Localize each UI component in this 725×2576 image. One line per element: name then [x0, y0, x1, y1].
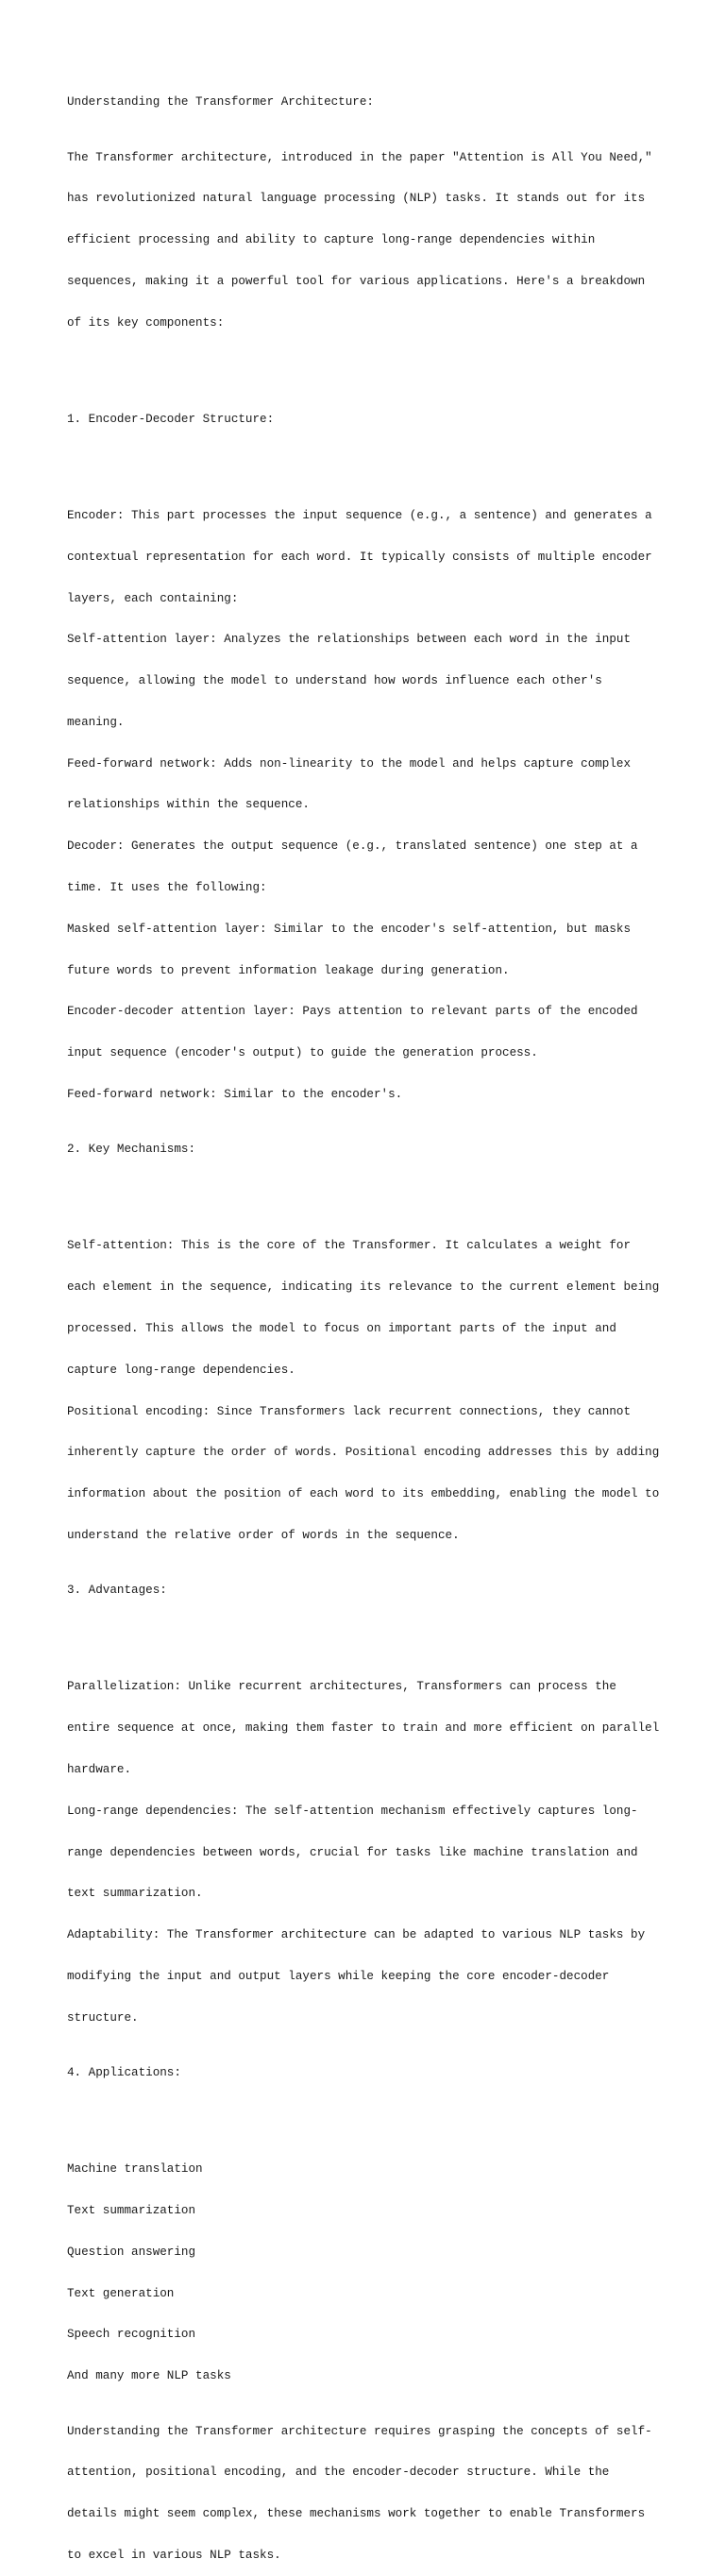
section3-line: Adaptability: The Transformer architecture can be adapted to various NLP tasks by: [67, 1928, 646, 1942]
intro-line: The Transformer architecture, introduced in the paper "Attention is All You Need,": [67, 150, 652, 164]
section3-line: range dependencies between words, crucial for tasks like machine translation and: [67, 1845, 638, 1859]
section1-line: Self-attention layer: Analyzes the relationships between each word in the input: [67, 633, 632, 647]
section1-line: relationships within the sequence.: [67, 798, 310, 812]
section3-line: text summarization.: [67, 1887, 203, 1901]
intro-line: sequences, making it a powerful tool for various applications. Here's a breakdown: [67, 274, 646, 288]
section1-line: time. It uses the following:: [67, 881, 267, 895]
section2-line: processed. This allows the model to focus on important parts of the input and: [67, 1322, 616, 1336]
section1-line: Decoder: Generates the output sequence (e.g., translated sentence) one step at a: [67, 839, 638, 854]
section1-line: layers, each containing:: [67, 591, 239, 605]
spacer: [67, 2108, 671, 2122]
section2-line: each element in the sequence, indicating its relevance to the current element being: [67, 1280, 660, 1295]
document-body: [67, 68, 671, 2576]
section2-line: inherently capture the order of words. Positional encoding addresses this by adding: [67, 1446, 660, 1460]
document-title: Understanding the Transformer Architecture:: [67, 95, 374, 110]
conclusion-line: Understanding the Transformer architecture requires grasping the concepts of self-: [67, 2424, 652, 2438]
intro-line: efficient processing and ability to capture long-range dependencies within: [67, 233, 596, 247]
section3-line: entire sequence at once, making them faster to train and more efficient on parallel: [67, 1721, 660, 1736]
section1-line: contextual representation for each word. It typically consists of multiple encoder: [67, 550, 652, 564]
section-heading-advantages: 3. Advantages:: [67, 1584, 167, 1598]
section2-line: Positional encoding: Since Transformers lack recurrent connections, they cannot: [67, 1404, 632, 1418]
spacer: [67, 454, 671, 468]
section1-line: Feed-forward network: Adds non-linearity to the model and helps capture complex: [67, 756, 632, 771]
section1-line: future words to prevent information leakage during generation.: [67, 963, 510, 977]
section2-line: capture long-range dependencies.: [67, 1363, 295, 1377]
conclusion-line: attention, positional encoding, and the encoder-decoder structure. While the: [67, 2466, 610, 2480]
application-item: Question answering: [67, 2245, 196, 2259]
application-item: Speech recognition: [67, 2328, 196, 2342]
section1-line: Encoder-decoder attention layer: Pays attention to relevant parts of the encoded: [67, 1005, 638, 1019]
conclusion-line: details might seem complex, these mechanisms work together to enable Transformers: [67, 2507, 646, 2521]
spacer: [67, 1625, 671, 1639]
section2-line: information about the position of each word to its embedding, enabling the model to: [67, 1487, 660, 1501]
application-item: And many more NLP tasks: [67, 2369, 231, 2383]
section1-line: Feed-forward network: Similar to the encoder's.: [67, 1087, 403, 1101]
section2-line: understand the relative order of words in the sequence.: [67, 1528, 460, 1542]
section3-line: Long-range dependencies: The self-attention mechanism effectively captures long-: [67, 1804, 638, 1818]
section-heading-key-mechanisms: 2. Key Mechanisms:: [67, 1143, 196, 1157]
section1-line: meaning.: [67, 715, 125, 729]
section1-line: sequence, allowing the model to understand how words influence each other's: [67, 674, 602, 688]
conclusion-line: to excel in various NLP tasks.: [67, 2548, 281, 2562]
section-heading-encoder-decoder: 1. Encoder-Decoder Structure:: [67, 412, 275, 426]
application-item: Text generation: [67, 2286, 175, 2300]
spacer: [67, 1184, 671, 1198]
section-heading-applications: 4. Applications:: [67, 2066, 181, 2080]
application-item: Machine translation: [67, 2162, 203, 2177]
section2-line: Self-attention: This is the core of the Transformer. It calculates a weight for: [67, 1239, 632, 1253]
section1-line: input sequence (encoder's output) to guide the generation process.: [67, 1046, 538, 1060]
intro-line: has revolutionized natural language processing (NLP) tasks. It stands out for its: [67, 192, 646, 206]
section3-line: structure.: [67, 2010, 139, 2025]
section1-line: Masked self-attention layer: Similar to the encoder's self-attention, but masks: [67, 922, 632, 936]
section3-line: hardware.: [67, 1763, 132, 1777]
section1-line: Encoder: This part processes the input sequence (e.g., a sentence) and generates a: [67, 509, 652, 522]
application-item: Text summarization: [67, 2204, 196, 2218]
section3-line: modifying the input and output layers while keeping the core encoder-decoder: [67, 1969, 610, 1983]
intro-line: of its key components:: [67, 315, 225, 330]
section3-line: Parallelization: Unlike recurrent architectures, Transformers can process the: [67, 1680, 616, 1694]
spacer: [67, 371, 671, 385]
